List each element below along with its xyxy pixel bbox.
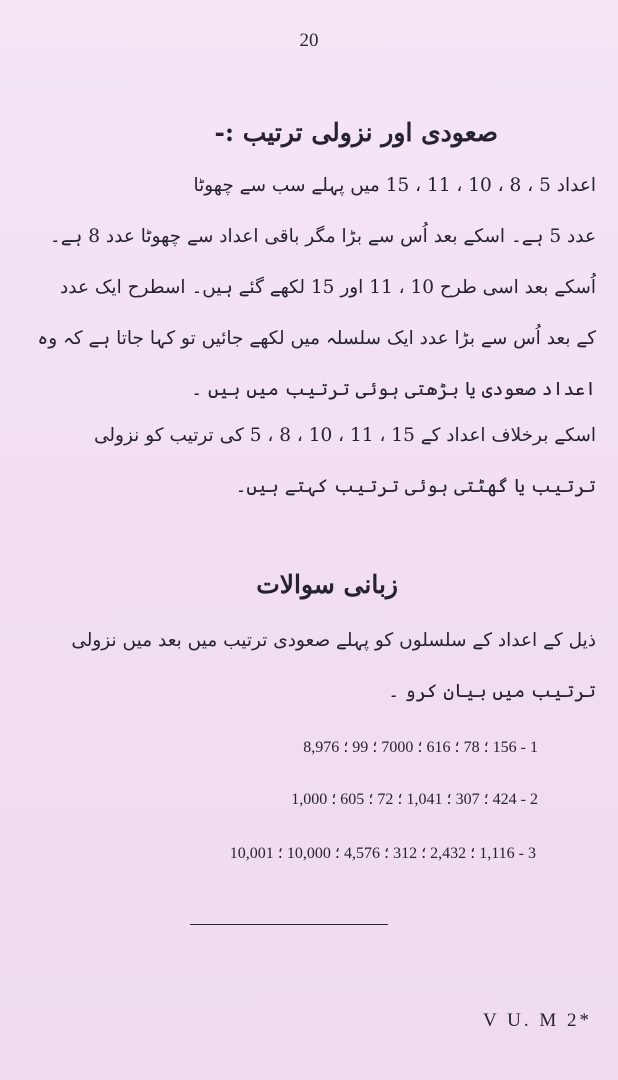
paragraph-line: اُسکے بعد اسی طرح 10 ، 11 اور 15 لکھے گئے ہیں۔ اسطرح ایک عدد [60, 277, 596, 298]
paragraph-line: ترتیب یا گھٹتی ہوئی ترتیب کہتے ہیں۔ [235, 476, 596, 497]
paragraph-line: اسکے برخلاف اعداد کے 15 ، 11 ، 10 ، 8 ، 5 کی ترتیب کو نزولی [93, 425, 596, 446]
section-heading-oral-questions: زبانی سوالات [256, 570, 398, 599]
divider-rule [190, 924, 388, 925]
question-2: 2 - 424 ؛ 307 ؛ 1,041 ؛ 72 ؛ 605 ؛ 1,000 [291, 791, 538, 808]
paragraph-line: اعداد 5 ، 8 ، 10 ، 11 ، 15 میں پہلے سب سے چھوٹا [193, 175, 596, 196]
paragraph-line: اعداد صعودی یا بڑھتی ہوئی ترتیب میں ہیں ۔ [191, 379, 596, 400]
footer-signature: V U. M 2* [483, 1010, 592, 1031]
question-3: 3 - 1,116 ؛ 2,432 ؛ 312 ؛ 4,576 ؛ 10,000 ؛ 10,001 [229, 845, 536, 862]
paragraph-line: عدد 5 ہے۔ اسکے بعد اُس سے بڑا مگر باقی اعداد سے چھوٹا عدد 8 ہے۔ [49, 226, 596, 247]
section-heading-order: صعودی اور نزولی ترتیب :- [214, 118, 498, 147]
paragraph-line: کے بعد اُس سے بڑا عدد ایک سلسلہ میں لکھے جائیں تو کہا جاتا ہے کہ وہ [37, 328, 596, 349]
instruction-line: ذیل کے اعداد کے سلسلوں کو پہلے صعودی ترتیب میں بعد میں نزولی [71, 630, 596, 651]
instruction-line: ترتیب میں بیان کرو ۔ [388, 681, 596, 702]
question-1: 1 - 156 ؛ 78 ؛ 616 ؛ 7000 ؛ 99 ؛ 8,976 [303, 739, 538, 756]
page-number: 20 [299, 30, 319, 51]
